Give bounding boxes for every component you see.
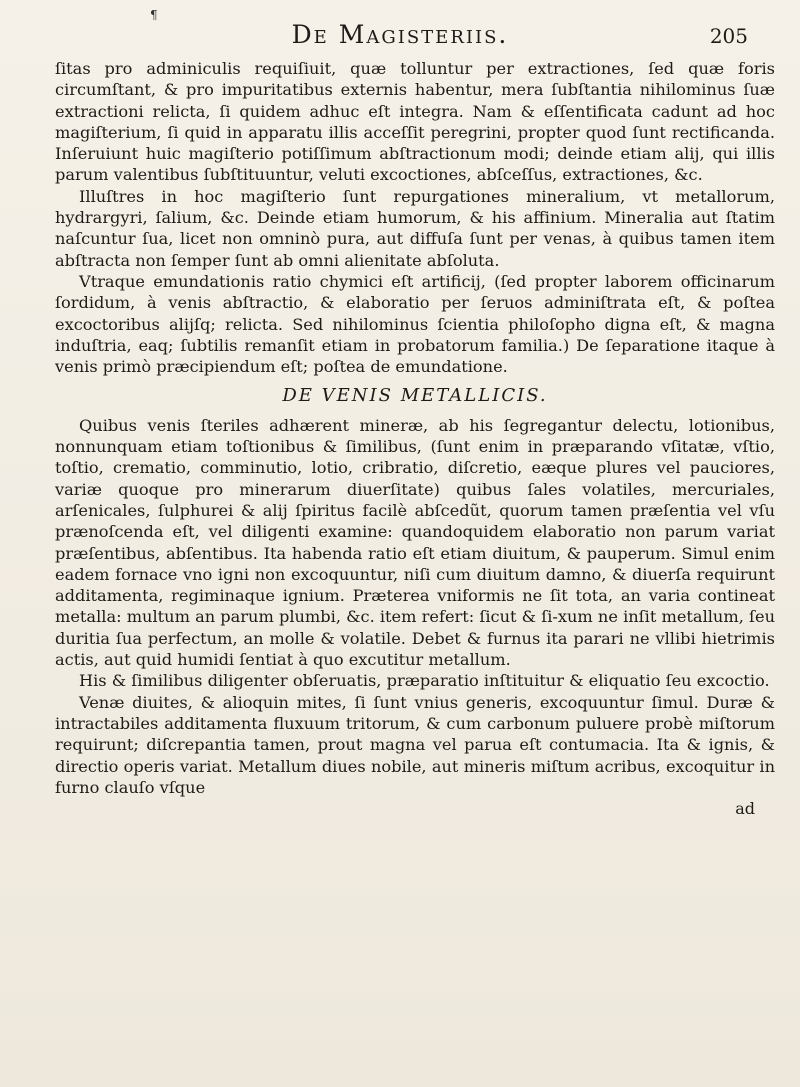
paragraph: Quibus venis ſteriles adhærent mineræ, ab his ſegregantur delectu, lotionibus, nonnunquam etiam toſtionibus & ſimilibus, (ſunt enim in præparando vſitatæ, vſtio, toſtio, crematio, comminutio, lotio, cribratio, diſcretio, eæque plures vel pauciores, variæ quoque pro minerarum diuerſitate) quibus ſales volatiles, mercuriales, arſenicales, ſulphurei & alij ſpiritus facilè abſcedũt, quorum tamen præſentia vel vſu prænoſcenda eſt, vel diligenti examine: quandoquidem elaboratio non parum variat præſentibus, abſentibus. Ita habenda ratio eſt etiam diuitum, & pauperum. Simul enim eadem fornace vno igni non excoquuntur, niſi cum diuitum damno, & diuerſa requirunt additamenta, regiminaque ignium. Præterea vniformis ne ſit tota, an varia contineat metalla: multum an parum plumbi, &c. item refert: ſicut & ſi-xum ne inſit metallum, ſeu duritia ſua perfectum, an molle & volatile. Debet & furnus ita parari ne vllibi hietrimis actis, aut quid humidi ſentiat à quo excutitur metallum. bbox=[55, 415, 775, 670]
body-text bbox=[55, 58, 775, 819]
catchword: ad bbox=[735, 799, 755, 819]
page-number: 205 bbox=[709, 24, 748, 48]
section-heading: DE VENIS METALLICIS. bbox=[282, 385, 548, 407]
paragraph: His & ſimilibus diligenter obſeruatis, præparatio inſtituitur & eliquatio ſeu excoctio. bbox=[79, 671, 770, 691]
paragraph: Vtraque emundationis ratio chymici eſt artificij, (ſed propter laborem officinarum ſordidum, à venis abſtractio, & elaboratio per ſeruos adminiſtrata eſt, & poſtea excoctoribus alijſq; relicta. Sed nihilominus ſcientia philoſopho digna eſt, & magna induſtria, eaq; ſubtilis remanſit etiam in probatorum familia.) De ſeparatione itaque à venis primò præcipiendum eſt; poſtea de emundatione. bbox=[55, 271, 775, 377]
top-mark: ¶ bbox=[150, 8, 158, 22]
paragraph: Venæ diuites, & alioquin mites, ſi ſunt vnius generis, excoquuntur ſimul. Duræ & intractabiles additamenta fluxuum tritorum, & cum carbonum puluere probè miſtorum requirunt; diſcrepantia tamen, prout magna vel parua eſt contumacia. Ita & ignis, & directio operis variat. Metallum diues nobile, aut mineris miſtum acribus, excoquitur in furno clauſo vſque bbox=[55, 692, 775, 797]
running-title: De Magisteriis. bbox=[291, 20, 509, 49]
paragraph: Illuſtres in hoc magiſterio ſunt repurgationes mineralium, vt metallorum, hydrargyri, ſalium, &c. Deinde etiam humorum, & his affinium. Mineralia aut ſtatim naſcuntur ſua, licet non omninò pura, aut diffuſa ſunt per venas, à quibus tamen item abſtracta non ſemper ſunt ab omni alienitate abſoluta. bbox=[55, 186, 775, 270]
page-header bbox=[0, 20, 800, 54]
paragraph: ſitas pro adminiculis requiſiuit, quæ tolluntur per extractiones, ſed quæ foris circumſtant, & pro impuritatibus externis habentur, mera ſubſtantia nihilominus ſuæ extractioni relicta, ſi quidem adhuc eſt integra. Nam & eſſentificata cadunt ad hoc magiſterium, ſi quid in apparatu illis acceſſit peregrini, propter quod ſunt rectificanda. Inſeruiunt huic magiſterio potiſſimum abſtractionum modi; deinde etiam alij, qui illis parum valentibus ſubſtituuntur, veluti excoctiones, abſceſſus, extractiones, &c. bbox=[55, 59, 775, 185]
